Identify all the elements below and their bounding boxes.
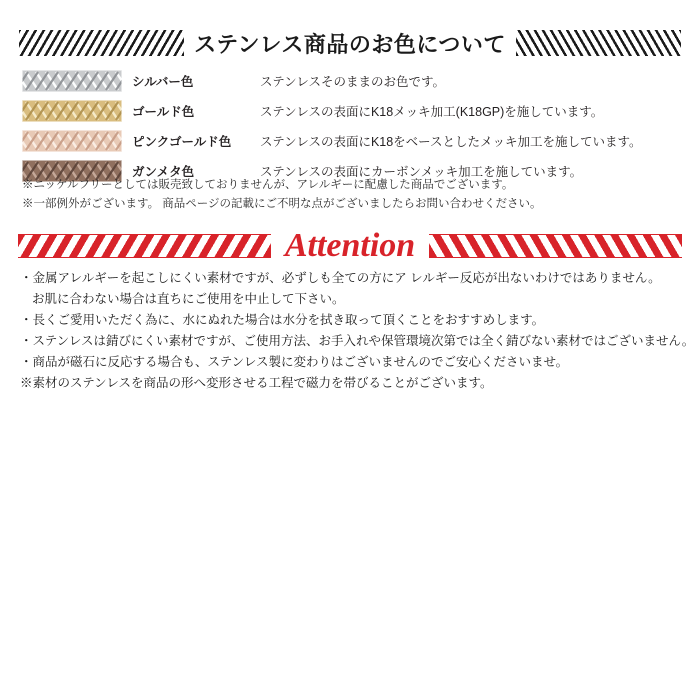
attention-banner	[18, 228, 682, 264]
color-description: ステンレスそのままのお色です。	[260, 75, 445, 89]
attention-notes	[20, 268, 695, 394]
material-notes	[22, 176, 682, 214]
chain-braid-icon	[22, 100, 122, 122]
attention-stripes-left-icon	[18, 234, 271, 258]
color-name: ガンメタ色	[132, 165, 195, 179]
attention-line: お肌に合わない場合は直ちにご使用を中止して下さい。	[32, 292, 345, 306]
attention-line: ・商品が磁石に反応する場合も、ステンレス製に変わりはございませんのでご安心くださいませ。	[20, 355, 569, 369]
attention-line: ※素材のステンレスを商品の形へ変形させる工程で磁力を帯びることがございます。	[20, 376, 493, 390]
note-line: ※一部例外がございます。 商品ページの記載にご不明な点がございましたらお問い合わせください。	[22, 198, 542, 210]
title-banner	[0, 22, 700, 64]
color-description: ステンレスの表面にK18をベースとしたメッキ加工を施しています。	[260, 135, 642, 149]
attention-line: ・長くご愛用いただく為に、水にぬれた場合は水分を拭き取って頂くことをおすすめします。	[20, 313, 545, 327]
list-item	[22, 98, 682, 124]
color-description: ステンレスの表面にK18メッキ加工(K18GP)を施しています。	[260, 105, 604, 119]
color-options-list	[22, 68, 682, 188]
color-name: シルバー色	[132, 75, 194, 89]
chain-braid-icon	[22, 130, 122, 152]
attention-line: ・金属アレルギーを起こしにくい素材ですが、必ずしも全ての方にア レルギー反応が出ないわけではありません。	[20, 271, 661, 285]
page-title: ステンレス商品のお色について	[194, 31, 506, 57]
attention-stripes-right-icon	[429, 234, 682, 258]
title-stripes-right-icon	[516, 30, 681, 56]
color-description: ステンレスの表面にカーボンメッキ加工を施しています。	[260, 165, 583, 179]
color-name: ゴールド色	[132, 105, 195, 119]
chain-braid-icon	[22, 70, 122, 92]
color-name: ピンクゴールド色	[132, 135, 232, 149]
list-item	[22, 68, 682, 94]
gold-chain-swatch	[22, 100, 122, 122]
attention-heading: Attention	[284, 227, 416, 264]
attention-line: ・ステンレスは錆びにくい素材ですが、ご使用方法、お手入れや保管環境次第では全く錆びない素材ではございません。	[20, 334, 695, 348]
title-stripes-left-icon	[19, 30, 184, 56]
pink-gold-chain-swatch	[22, 130, 122, 152]
list-item	[22, 128, 682, 154]
silver-chain-swatch	[22, 70, 122, 92]
note-line: ※ニッケルフリーとしては販売致しておりませんが、アレルギーに配慮した商品でございます。	[22, 179, 514, 191]
